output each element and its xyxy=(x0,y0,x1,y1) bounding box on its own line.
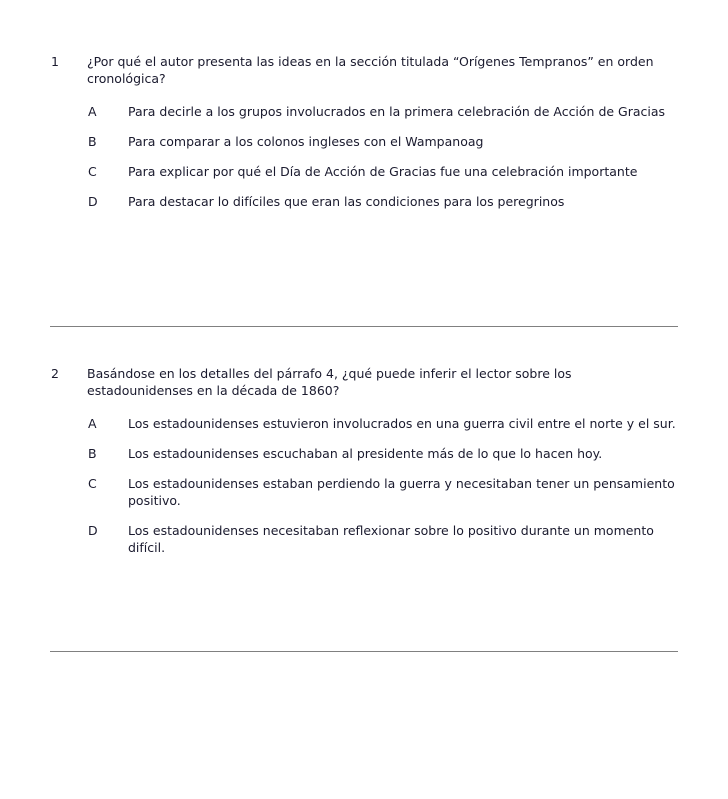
answer-choice-c[interactable] xyxy=(88,163,728,180)
choice-text: Para destacar lo difíciles que eran las condiciones para los peregrinos xyxy=(128,194,565,209)
choice-letter: D xyxy=(88,523,98,538)
choice-text: Los estadounidenses estuvieron involucrados en una guerra civil entre el norte y el sur. xyxy=(128,416,676,431)
answer-choice-d[interactable] xyxy=(88,522,728,556)
answer-choice-c[interactable] xyxy=(88,475,728,509)
question-divider xyxy=(50,326,678,327)
choice-letter: B xyxy=(88,134,97,149)
question-block-1 xyxy=(0,53,728,210)
question-number: 1 xyxy=(51,54,59,69)
answer-choices-list xyxy=(0,103,728,210)
choice-text: Los estadounidenses escuchaban al presidente más de lo que lo hacen hoy. xyxy=(128,446,603,461)
question-stem-row xyxy=(0,53,728,87)
question-divider xyxy=(50,651,678,652)
choice-text: Los estadounidenses estaban perdiendo la guerra y necesitaban tener un pensamiento positivo. xyxy=(128,476,675,508)
choice-letter: B xyxy=(88,446,97,461)
choice-text: Para explicar por qué el Día de Acción de Gracias fue una celebración importante xyxy=(128,164,638,179)
answer-choice-a[interactable] xyxy=(88,415,728,432)
answer-choices-list xyxy=(0,415,728,556)
choice-text: Para decirle a los grupos involucrados en la primera celebración de Acción de Gracias xyxy=(128,104,666,119)
choice-letter: A xyxy=(88,416,97,431)
answer-choice-d[interactable] xyxy=(88,193,728,210)
choice-text: Para comparar a los colonos ingleses con el Wampanoag xyxy=(128,134,484,149)
answer-choice-a[interactable] xyxy=(88,103,728,120)
question-number: 2 xyxy=(51,366,59,381)
answer-choice-b[interactable] xyxy=(88,445,728,462)
choice-letter: C xyxy=(88,476,97,491)
choice-letter: C xyxy=(88,164,97,179)
question-block-2 xyxy=(0,365,728,556)
question-stem-row xyxy=(0,365,728,399)
question-stem-text: ¿Por qué el autor presenta las ideas en la sección titulada “Orígenes Tempranos” en orden cronológica? xyxy=(87,54,654,86)
choice-letter: D xyxy=(88,194,98,209)
choice-text: Los estadounidenses necesitaban reflexionar sobre lo positivo durante un momento difícil. xyxy=(128,523,654,555)
answer-choice-b[interactable] xyxy=(88,133,728,150)
question-stem-text: Basándose en los detalles del párrafo 4, ¿qué puede inferir el lector sobre los estadounidenses en la década de 1860? xyxy=(87,366,572,398)
choice-letter: A xyxy=(88,104,97,119)
